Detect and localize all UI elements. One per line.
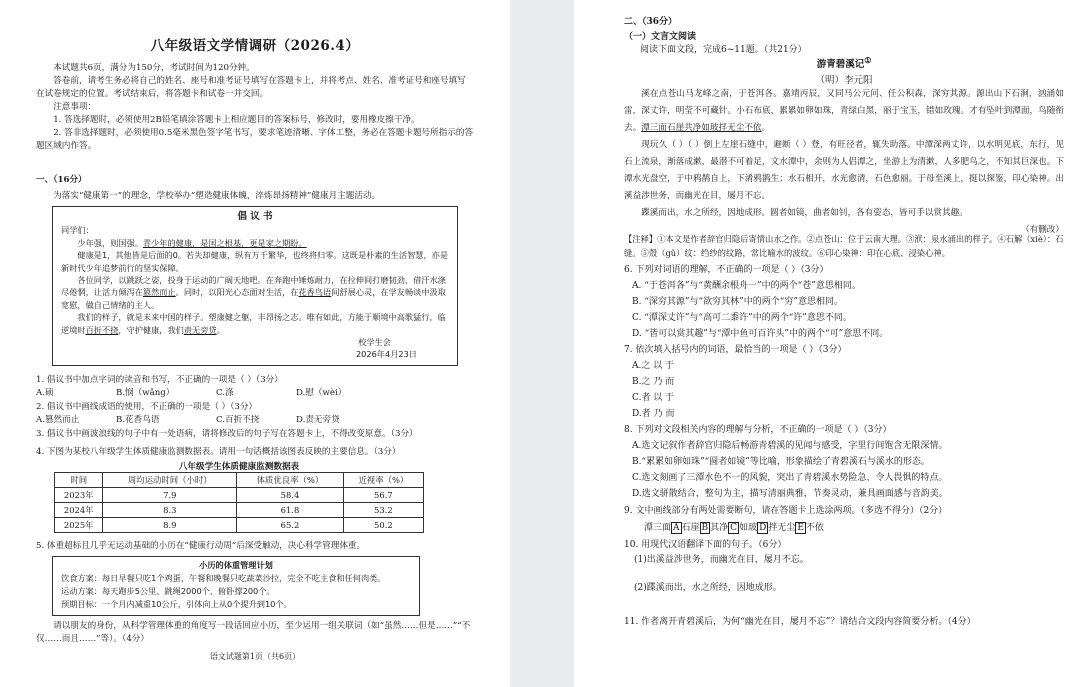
instruction-line: 本试题共6页，满分为150分，考试时间为120分钟。 (53, 63, 255, 73)
question-5: 5. 体重超标且几乎无运动基础的小历在“健康行动周”后深受触动，决心科学管理体重。 (36, 541, 366, 551)
instruction-line: 答卷前，请考生务必将自己的姓名、座号和准考证号填写在答题卡上，并将考点、姓名、准考证号和座号填写在试卷规定的位置。考试结束后，将答题卡和试卷一并交回。 (36, 76, 466, 99)
option: A. “于苍洱各”与“黄酬余根舟一”中的两个“苍”意思相同。 (632, 281, 861, 291)
letter-underlined-text: 青少年的健康，是国之根基，更是家之期盼。 (142, 237, 307, 248)
table-cell: 50.2 (343, 518, 423, 533)
option: C.涤 (216, 388, 234, 398)
page-gutter (510, 0, 574, 687)
question-6: 6. 下列对词语的理解，不正确的一项是（ ）（3分） (624, 265, 829, 275)
letter-paragraph (61, 237, 449, 249)
table-header: 时间 (55, 473, 103, 488)
option: B.“累累如卵如珠”“圆者如镜”等比喻，形象描绘了青碧溪石与溪水的形态。 (632, 457, 930, 467)
table-cell: 2024年 (55, 503, 103, 518)
question-4: 4. 下图为某校八年级学生体质健康监测数据表。请用一句话概括该图表反映的主要信息。（3分） (36, 447, 401, 457)
option: C.者 以 于 (632, 393, 675, 403)
passage-paragraph: 蹀溪而出，水之所经，因地成形。圆者如镜，曲者如钊，各有姿态，皆可手以赏其趣。 (641, 208, 968, 218)
table-cell: 8.9 (103, 518, 237, 533)
idiom-underlined: 责无旁贷 (183, 324, 217, 335)
letter-text: 间舒展心灵，在学友畅谈中汲取宽慰，做自己情绪的主人。 (61, 287, 446, 310)
segment-text: 其净 (710, 523, 729, 533)
segment-text: 不依 (805, 523, 824, 533)
passage-paragraph (624, 137, 1064, 205)
letter-text: 。同时，以阳光心态面对生活，在 (175, 287, 299, 298)
option: A.选文记叙作者辞官归隐后畅游青碧溪的见闻与感受，字里行间饱含无限深情。 (632, 441, 948, 451)
break-option-box[interactable]: D (759, 523, 767, 533)
subsection-heading: （一）文言文阅读 (624, 32, 697, 42)
instruction-line: 2. 答非选择题时，必须使用0.5毫米黑色签字笔书写，要求笔迹清晰、字体工整，务必在答题卡题号所指示的答题区域内作答。 (36, 128, 474, 151)
table-cell: 7.9 (103, 488, 237, 503)
letter-greeting: 同学们： (61, 225, 94, 236)
question-11: 11. 作者离开青碧溪后，为何“幽光在目，屡月不忘”？请结合文段内容简要分析。（4分） (624, 617, 976, 627)
table-row (55, 503, 424, 518)
passage-text: 溪在点苍山 (641, 89, 686, 99)
letter-text: 少年强，则国强。 (77, 237, 143, 248)
exam-instructions (36, 62, 474, 153)
option: C. “潭深丈许”与“高可二黍许”中的两个“许”意思不同。 (632, 313, 852, 323)
question-3: 3. 倡议书中画波浪线的句子中有一处语病，请将修改后的句子写在答题卡上，不得改变原意。（3分） (36, 429, 418, 439)
option: D.慰（wèi） (296, 388, 347, 398)
break-option-box[interactable]: A (673, 523, 680, 533)
passage-text: 如雷，深丈许，明莹不可藏针。小石布底，累累如卵如珠，青绿白黑，丽于宝玉，错如玫瑰。才有坠叶到潭面，鸟随衔去。 (624, 89, 1064, 133)
option: D.选文骈散结合，整句为主，描写清丽典雅，节奏灵动，兼具画面感与音韵美。 (632, 489, 948, 499)
table-header: 近视率（%） (343, 473, 423, 488)
question-8: 8. 下列对文段相关内容的理解与分析，不正确的一项是（ ）（3分） (624, 425, 892, 435)
passage-title-text: 游青碧溪记 (816, 59, 865, 71)
instruction-line: 1. 答选择题时，必须使用2B铅笔填涂答题卡上相应题目的答案标号，修改时，要用橡皮擦干净。 (53, 115, 420, 125)
exam-page-1 (0, 0, 510, 687)
question-10-item-1: (1)出溪益涉世务，而幽光在目，屡月不忘。 (634, 555, 809, 565)
letter-date: 2026年4月23日 (355, 349, 417, 360)
passage-paragraph (624, 86, 1064, 137)
passage-text: 。出溪益涉世务，而幽光在目，屡月不忘。 (624, 174, 1064, 201)
section-1-heading: 一、（16分） (36, 175, 87, 185)
option: D. “皆可以赏其趣”与“潭中鱼可百许头”中的两个“可”意思不同。 (632, 329, 889, 339)
table-cell: 65.2 (237, 518, 344, 533)
option: C.选文刻画了三潭水色不一的风貌，突出了青碧溪水势险急、令人畏惧的特点。 (632, 473, 948, 483)
option: A.篡然而止 (36, 415, 80, 425)
weight-plan-box (52, 556, 420, 616)
question-10: 10. 用现代汉语翻译下面的句子。（6分） (624, 540, 787, 550)
segment-text: 拌无尘 (768, 523, 796, 533)
table-cell: 53.2 (343, 503, 423, 518)
question-9: 9. 文中画线部分有两处需要断句，请在答题卡上选涂两项。（多选不得分）（2分） (624, 506, 948, 516)
idiom-underlined: 花香鸟语 (298, 287, 332, 298)
letter-text: 。 (216, 324, 225, 335)
passage-text: 。 (761, 123, 771, 133)
passage-notes: 【注释】①本文是作者辞官归隐后寄情山水之作。②点苍山：位于云南大理。③洑：泉水涌出的样子。④石解（xiè）：石缝。⑤殼（gǔ）纹：绉纱的纹路，常比喻水的波纹。⑥印心染神：印在心底、浸染心神。 (624, 234, 1064, 258)
page-footer: 语文试题第1页（共6页） (209, 652, 301, 661)
plan-item: 饮食方案：每日早餐只吃1个鸡蛋，午餐和晚餐只吃蔬菜沙拉，完全不吃主食和任何肉类。 (61, 573, 386, 583)
passage-title (624, 56, 1064, 70)
letter-text: 各位同学，以跳跃之姿，投身于运动的广阔天地吧。在奔跑中锤炼耐力，在拉伸间打磨韧劲，借汗水涤尽倦惘，让活力倾泻在 (61, 275, 446, 298)
table-cell: 56.7 (343, 488, 423, 503)
instruction-line: 注意事项： (53, 102, 97, 112)
passage-cut-note: （有删改） (1021, 225, 1064, 235)
break-option-box[interactable]: C (730, 523, 738, 533)
question-1: 1. 倡议书中加点字词的读音和书写，不正确的一项是（ ）（3分） (36, 375, 283, 385)
table-header: 体质优良率（%） (237, 473, 344, 488)
question-7: 7. 依次填入括号内的词语，最恰当的一项是（ ）（3分） (624, 345, 847, 355)
option: A.之 以 于 (632, 361, 675, 371)
note-mark: ① (864, 56, 872, 65)
segment-text: 潭三面 (644, 523, 672, 533)
option: D.者 乃 而 (632, 409, 675, 419)
idiom-underlined: 百折不挠 (85, 324, 119, 335)
option: B.悯（wǎng） (116, 388, 175, 398)
plan-item: 预期目标：一个月内减重10公斤，引体向上从0个提升到10个。 (61, 599, 292, 609)
letter-paragraph: 健康是1，其他皆是后面的0。若失却健康，纵有万千繁华，也终将归零。这既是朴素的生活智慧，亦是新时代少年追梦前行的坚实保障。 (61, 250, 449, 273)
table-cell: 8.3 (103, 503, 237, 518)
question-6-options (624, 278, 1064, 342)
table-header: 周均运动时间（小时） (103, 473, 237, 488)
passage-text: 现玩久（ ）（ ）倒上左崖石缝中，避断（ ）登，有旺径者，辄失助落。中潭深两丈许，以水明见底，东行，见石上流泉，渐落成漱，最潜不可着足，文水潭中，余则为人侣潭之，坐游上为清漱，人多肥鸟之，不知其巨深也。下潭水光盘空，于中鸦鹊自上，下淆鸦鹊生；水石相开，水光愈清，石色愈丽。于母至溪上，挺 (624, 140, 1064, 184)
option: A.硕 (36, 388, 54, 398)
letter-paragraph (61, 274, 449, 311)
table-cell: 61.8 (237, 503, 344, 518)
passage-underlined-sentence: 潭三面石崖共净如玻拌无尘不依 (641, 123, 762, 133)
passage-author: （明）李元阳 (815, 75, 873, 86)
table-caption: 八年级学生体质健康监测数据表 (178, 462, 300, 472)
exam-title: 八年级语文学情调研（2026.4） (150, 38, 360, 54)
segment-text: 如玻 (739, 523, 758, 533)
classical-passage (624, 86, 1064, 239)
letter-signer: 校学生会 (358, 337, 391, 348)
question-10-item-2: (2)蹀溪而出，水之所经，因地成形。 (634, 583, 782, 593)
health-data-table (54, 472, 424, 533)
passage-text: 以探鉴，印心染神 (977, 174, 1047, 184)
plan-heading: 小历的体重管理计划 (199, 560, 273, 570)
passage-text: 马龙峰之南，于苍洱各。嘉靖丙辰，又同马公元问、任公积森，深穷其源。源出山下石涧，汹涌 (685, 89, 1056, 99)
question-2-options (36, 414, 474, 427)
table-header-row (55, 473, 424, 488)
plan-item: 运动方案：每天跑步5公里、跳绳2000个、俯卧撑200个。 (61, 586, 275, 596)
table-cell: 58.4 (237, 488, 344, 503)
table-cell: 2023年 (55, 488, 103, 503)
break-option-box[interactable]: B (701, 523, 709, 533)
letter-heading: 倡 议 书 (237, 211, 273, 222)
proposal-letter (52, 206, 458, 366)
section-2-heading: 二、（36分） (624, 17, 678, 27)
option: B.之 乃 而 (632, 377, 675, 387)
option: C.百折不挠 (216, 415, 260, 425)
segment-text: 石崖 (681, 523, 700, 533)
exam-page-2 (574, 0, 1080, 687)
section-1-intro: 为落实“健康第一”的理念，学校举办“塑造健康体魄，淬炼昂扬精神”健康月主题活动。 (53, 191, 381, 201)
subsection-intro: 阅读下面文段，完成6~11题。（共21分） (640, 45, 807, 55)
idiom-underlined: 篡然而止 (142, 287, 176, 298)
question-8-options (624, 438, 1064, 502)
break-option-box[interactable]: E (797, 523, 804, 533)
option: B.花香鸟语 (116, 415, 160, 425)
question-2: 2. 倡议书中画线成语的使用，不正确的一项是（ ）（3分） (36, 402, 258, 412)
letter-paragraph (61, 311, 449, 336)
question-5-prompt: 请以朋友的身份，从科学管理体重的角度写一段话回应小历，至少运用一组关联词（如“虽然……但是……”“不仅……而且……”等）。（4分） (36, 621, 471, 644)
table-cell: 2025年 (55, 518, 103, 533)
table-row (55, 488, 424, 503)
question-1-options (36, 387, 474, 400)
letter-text: 我们的样子，就是未来中国的样子。塑康健之躯，丰昂扬之志。唯有如此，方能于顺境中高歌猛行，临逆境时 (61, 312, 446, 335)
question-7-options (624, 358, 1064, 422)
question-9-segmentation (624, 520, 1064, 536)
letter-text: ，守护健康，我们 (118, 324, 184, 335)
table-row (55, 518, 424, 533)
option: B. “深穷其源”与“欲穷其林”中的两个“穷”意思相同。 (632, 297, 843, 307)
option: D.责无旁贷 (296, 415, 340, 425)
